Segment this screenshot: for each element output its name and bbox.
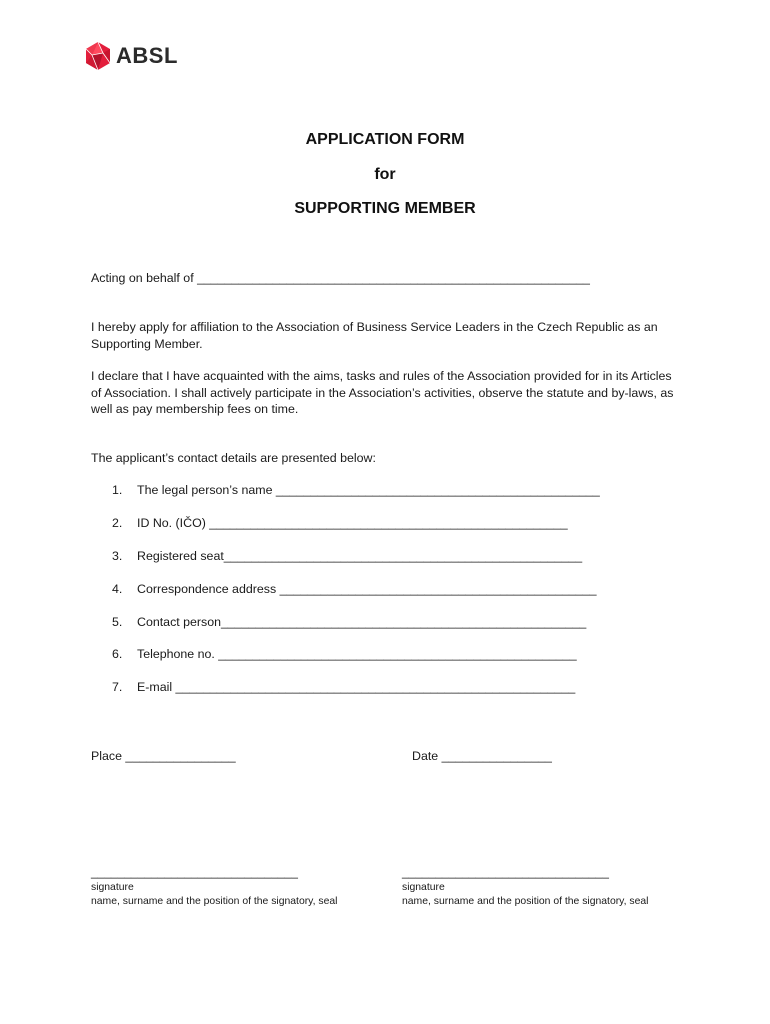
place-field[interactable]: Place ________________: [91, 749, 236, 763]
signature-caption-right: name, surname and the position of the signatory, seal: [402, 896, 649, 907]
field-text[interactable]: E-mail __________________________________________________________: [137, 680, 576, 694]
acting-on-behalf-field[interactable]: Acting on behalf of _________________________________________________________: [91, 271, 590, 285]
form-title: APPLICATION FORM: [305, 131, 465, 148]
list-number: 7.: [112, 680, 123, 694]
list-number: 3.: [112, 549, 123, 563]
absl-logo-icon: [84, 41, 112, 71]
list-number: 2.: [112, 516, 123, 530]
field-email[interactable]: [112, 680, 575, 694]
field-text[interactable]: Correspondence address ______________________________________________: [137, 582, 597, 596]
list-number: 5.: [112, 615, 123, 629]
date-field[interactable]: Date ________________: [412, 749, 552, 763]
absl-logo: [84, 40, 178, 72]
declaration-paragraph: I declare that I have acquainted with the aims, tasks and rules of the Association provided for in its Articles of Association. I shall actively participate in the Association’s activities, observe the statute and by-laws, as well as pay membership fees on time.: [91, 369, 674, 416]
application-paragraph: I hereby apply for affiliation to the Association of Business Service Leaders in the Czech Republic as an Supporting Member.: [91, 320, 658, 351]
field-text[interactable]: Telephone no. ____________________________________________________: [137, 647, 577, 661]
signature-line-left[interactable]: _______________________________: [91, 865, 298, 879]
form-title-for: for: [374, 166, 396, 183]
signature-label-left: signature: [91, 882, 134, 893]
field-registered-seat[interactable]: [112, 549, 582, 563]
field-telephone[interactable]: [112, 647, 577, 661]
field-id-no[interactable]: [112, 516, 568, 530]
field-text[interactable]: The legal person’s name _______________________________________________: [137, 483, 600, 497]
field-legal-person-name[interactable]: [112, 483, 600, 497]
contact-intro: The applicant’s contact details are presented below:: [91, 451, 376, 465]
field-text[interactable]: ID No. (IČO) ____________________________________________________: [137, 516, 568, 530]
field-text[interactable]: Registered seat____________________________________________________: [137, 549, 583, 563]
form-subtitle: SUPPORTING MEMBER: [294, 200, 476, 217]
list-number: 1.: [112, 483, 123, 497]
list-number: 4.: [112, 582, 123, 596]
signature-label-right: signature: [402, 882, 445, 893]
signature-line-right[interactable]: _______________________________: [402, 865, 609, 879]
field-correspondence-address[interactable]: [112, 582, 597, 596]
field-text[interactable]: Contact person_____________________________________________________: [137, 615, 587, 629]
signature-caption-left: name, surname and the position of the signatory, seal: [91, 896, 338, 907]
list-number: 6.: [112, 647, 123, 661]
field-contact-person[interactable]: [112, 615, 586, 629]
logo-text: ABSL: [116, 43, 178, 68]
